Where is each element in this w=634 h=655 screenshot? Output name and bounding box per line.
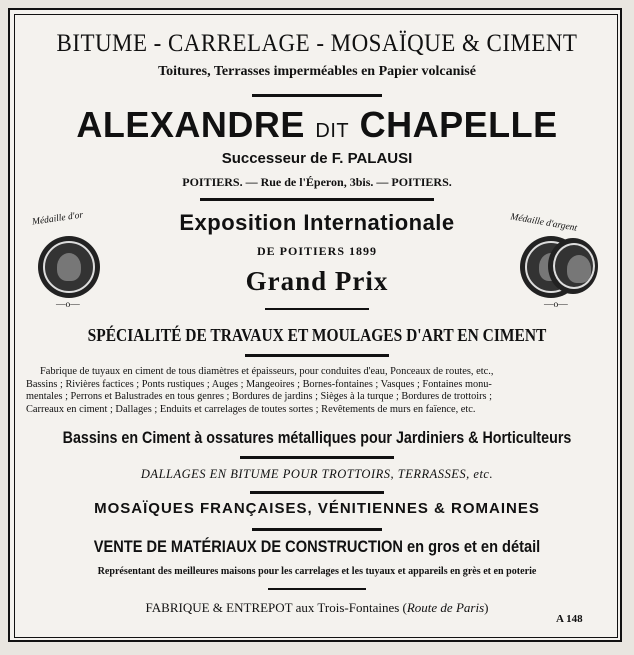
factory-location: Route de Paris [406, 600, 485, 615]
exposition-subtitle: DE POITIERS 1899 [256, 244, 378, 258]
factory-text: FABRIQUE & ENTREPOT aux Trois-Fontaines ( [145, 600, 407, 615]
factory-line [0, 600, 634, 616]
exposition-title: Exposition Internationale [179, 210, 455, 235]
basins-rule [240, 456, 394, 459]
paragraph-line: Carreaux en ciment ; Dallages ; Enduits et carrelages de toutes sortes ; Revêtements de murs en faïence, etc. [26, 403, 476, 415]
successor-line: Successeur de F. PALAUSI [221, 150, 413, 167]
specialty-heading: SPÉCIALITÉ DE TRAVAUX ET MOULAGES D'ART EN CIMENT [87, 325, 547, 345]
ad-code: A 148 [556, 613, 583, 625]
header-title: BITUME - CARRELAGE - MOSAÏQUE & CIMENT [56, 30, 578, 57]
specialty-rule [245, 354, 389, 357]
materials-rest: en gros et en détail [402, 537, 541, 556]
mosaics-offer: MOSAÏQUES FRANÇAISES, VÉNITIENNES & ROMAINES [94, 500, 540, 517]
materials-offer [44, 537, 589, 557]
paragraph-line: mentales ; Perrons et Balustrades en tous genres ; Bordures de jardins ; Sièges à la turque ; Bordures de trottoirs ; [26, 391, 492, 403]
address-line: POITIERS. — Rue de l'Éperon, 3bis. — POITIERS. [182, 175, 452, 189]
factory-close: ) [484, 600, 489, 615]
paragraph-line: Fabrique de tuyaux en ciment de tous diamètres et épaisseurs, pour conduites d'eau, Ponceaux de routes, etc., [40, 366, 494, 377]
paving-offer: DALLAGES EN BITUME POUR TROTTOIRS, TERRASSES, etc. [140, 467, 494, 481]
grand-prix: Grand Prix [245, 266, 389, 296]
gold-medal-mark: —o— [56, 300, 80, 310]
paragraph-line: Bassins ; Rivières factices ; Ponts rustiques ; Auges ; Mangeoires ; Bornes-fontaines ; Vasques ; Fontaines monu- [26, 378, 492, 390]
exposition-rule [265, 308, 369, 310]
silver-medal-mark: —o— [544, 300, 568, 310]
representative-rule [268, 588, 366, 590]
materials-caps: VENTE DE MATÉRIAUX DE CONSTRUCTION [93, 537, 403, 556]
header-rule [252, 94, 382, 97]
basins-offer: Bassins en Ciment à ossatures métalliques pour Jardiniers & Horticulteurs [62, 428, 572, 447]
company-name-first: ALEXANDRE [76, 104, 305, 145]
company-name-last: CHAPELLE [359, 104, 558, 145]
silver-medal-label: Médaille d'argent [509, 212, 578, 234]
paving-rule [250, 491, 384, 494]
representative-line: Représentant des meilleures maisons pour les carrelages et les tuyaux et appareils en grès et en poterie [97, 566, 537, 577]
gold-medal-label: Médaille d'or [31, 210, 84, 228]
company-name-dit: DIT [315, 120, 350, 142]
header-subtitle: Toitures, Terrasses imperméables en Papier volcanisé [158, 64, 476, 79]
company-rule [200, 198, 434, 201]
mosaics-rule [252, 528, 382, 531]
specialty-paragraph [26, 366, 608, 416]
company-name [0, 104, 634, 146]
